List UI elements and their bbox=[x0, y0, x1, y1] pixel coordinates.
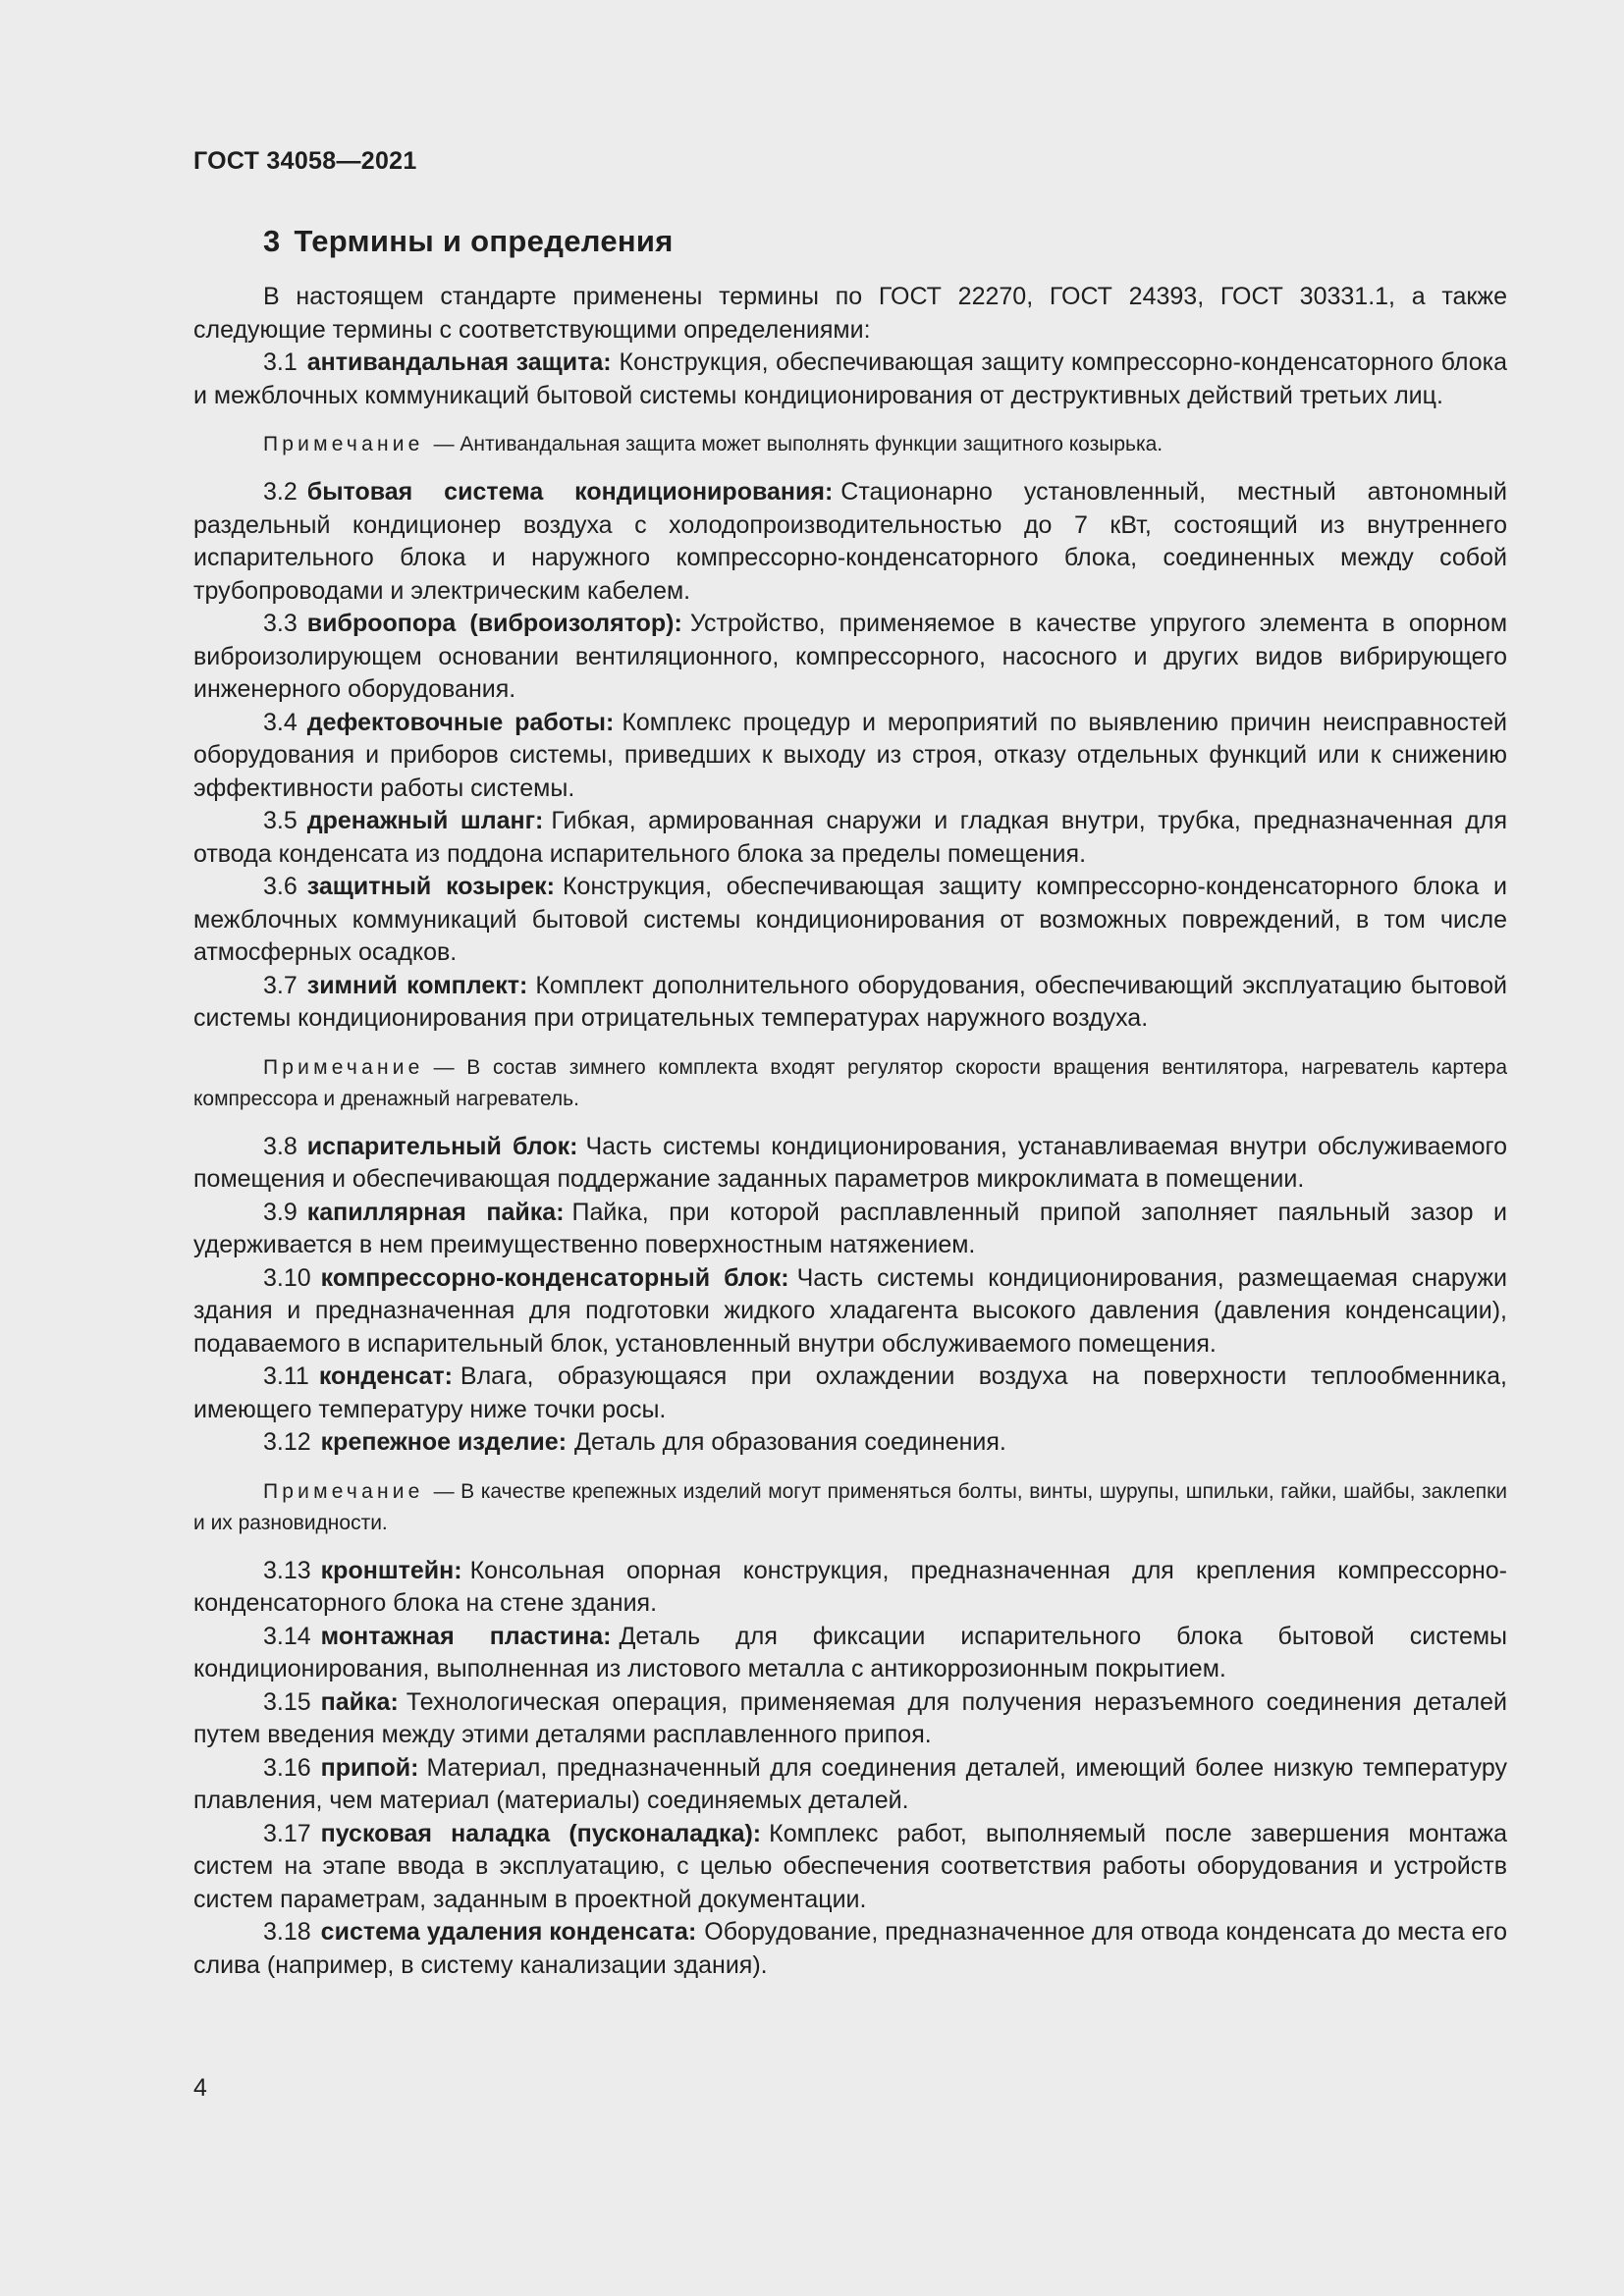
term-definition bbox=[193, 707, 1507, 806]
term-definition bbox=[193, 1916, 1507, 1982]
term-definition bbox=[193, 1752, 1507, 1818]
section-title-text: Термины и определения bbox=[294, 224, 674, 258]
document-header: ГОСТ 34058—2021 bbox=[193, 147, 417, 175]
term-name: бытовая система кондиционирования: bbox=[306, 478, 834, 506]
term-text: Технологическая операция, применяемая для получения неразъемного соединения деталей путем введения между этими деталями расплавленного припоя. bbox=[193, 1687, 1507, 1748]
intro-paragraph: В настоящем стандарте применены термины по ГОСТ 22270, ГОСТ 24393, ГОСТ 30331.1, а также следующие термины с соответствующими определениями: bbox=[193, 283, 1507, 344]
term-number: 3.6 bbox=[263, 873, 298, 900]
term-text: Консольная опорная конструкция, предназначенная для крепления компрессорно-конденсаторного блока на стене здания. bbox=[193, 1556, 1507, 1617]
term-number: 3.9 bbox=[263, 1198, 298, 1226]
term-name: кронштейн: bbox=[320, 1556, 462, 1584]
term-definition bbox=[193, 1262, 1507, 1362]
term-list bbox=[193, 347, 1507, 1982]
term-name: монтажная пластина: bbox=[320, 1622, 612, 1650]
term-text: Оборудование, предназначенное для отвода конденсата до места его слива (например, в систему канализации здания). bbox=[193, 1918, 1507, 1979]
term-number: 3.3 bbox=[263, 610, 298, 637]
term-definition bbox=[193, 1131, 1507, 1197]
page-content bbox=[193, 224, 1507, 1982]
section-title bbox=[263, 224, 1507, 259]
term-text: Устройство, применяемое в качестве упругого элемента в опорном виброизолирующем основании вентиляционного, компрессорного, насосного и других видов вибрирующего инженерного оборудования. bbox=[193, 610, 1508, 703]
term-definition bbox=[193, 476, 1507, 608]
term-definition bbox=[193, 347, 1507, 412]
term-number: 3.1 bbox=[263, 348, 298, 376]
term-number: 3.16 bbox=[263, 1753, 311, 1782]
term-number: 3.4 bbox=[263, 708, 298, 736]
term-text: Деталь для образования соединения. bbox=[574, 1428, 1006, 1456]
term-number: 3.13 bbox=[263, 1556, 311, 1584]
term-number: 3.8 bbox=[263, 1132, 298, 1160]
page-number: 4 bbox=[193, 2074, 207, 2102]
term-name: пусковая наладка (пусконаладка): bbox=[320, 1819, 762, 1847]
note bbox=[193, 1052, 1507, 1115]
term-number: 3.10 bbox=[263, 1263, 311, 1292]
term-text: Стационарно установленный, местный автономный раздельный кондиционер воздуха с холодопроизводительностью до 7 кВт, состоящий из внутреннего испарительного блока и наружного компрессорно-конденсаторного блока, соединенных между собой трубопроводами и электрическим кабелем. bbox=[193, 478, 1507, 605]
note-text: — Антивандальная защита может выполнять функции защитного козырька. bbox=[433, 433, 1164, 455]
term-text: Комплект дополнительного оборудования, обеспечивающий эксплуатацию бытовой системы кондиционирования при отрицательных температурах наружного воздуха. bbox=[193, 971, 1508, 1032]
term-name: дефектовочные работы: bbox=[306, 708, 615, 736]
term-definition bbox=[193, 1197, 1507, 1262]
note-label: Примечание bbox=[263, 1479, 424, 1503]
section-number: 3 bbox=[263, 224, 281, 258]
term-text: Материал, предназначенный для соединения деталей, имеющий более низкую температуру плавления, чем материал (материалы) соединяемых деталей. bbox=[193, 1753, 1507, 1814]
term-number: 3.2 bbox=[263, 478, 298, 506]
term-definition bbox=[193, 1818, 1507, 1917]
term-name: защитный козырек: bbox=[306, 873, 555, 900]
term-definition bbox=[193, 871, 1507, 970]
term-number: 3.12 bbox=[263, 1428, 311, 1456]
note-label: Примечание bbox=[263, 1055, 424, 1079]
note-label: Примечание bbox=[263, 433, 424, 455]
term-definition bbox=[193, 1686, 1507, 1752]
term-name: компрессорно-конденсаторный блок: bbox=[320, 1263, 789, 1292]
term-number: 3.5 bbox=[263, 807, 298, 834]
term-name: припой: bbox=[320, 1753, 419, 1782]
term-name: капиллярная пайка: bbox=[306, 1198, 565, 1226]
term-name: виброопора (виброизолятор): bbox=[306, 610, 682, 637]
term-definition bbox=[193, 970, 1507, 1036]
term-name: испарительный блок: bbox=[306, 1132, 578, 1160]
term-definition bbox=[193, 1621, 1507, 1686]
term-text: Часть системы кондиционирования, устанавливаемая внутри обслуживаемого помещения и обеспечивающая поддержание заданных параметров микроклимата в помещении. bbox=[193, 1132, 1507, 1193]
note-text: — В состав зимнего комплекта входят регулятор скорости вращения вентилятора, нагреватель картера компрессора и дренажный нагреватель. bbox=[193, 1055, 1507, 1110]
term-number: 3.7 bbox=[263, 971, 298, 999]
term-definition bbox=[193, 1361, 1507, 1426]
term-name: крепежное изделие: bbox=[320, 1428, 568, 1456]
term-number: 3.18 bbox=[263, 1918, 311, 1946]
term-name: система удаления конденсата: bbox=[320, 1918, 697, 1946]
term-definition bbox=[193, 1426, 1507, 1460]
term-definition bbox=[193, 1555, 1507, 1621]
term-text: Часть системы кондиционирования, размещаемая снаружи здания и предназначенная для подготовки жидкого хладагента высокого давления (давления конденсации), подаваемого в испарительный блок, установленный внутри обслуживаемого помещения. bbox=[193, 1263, 1507, 1358]
term-text: Конструкция, обеспечивающая защиту компрессорно-конденсаторного блока и межблочных коммуникаций бытовой системы кондиционирования от деструктивных действий третьих лиц. bbox=[193, 348, 1507, 409]
term-definition bbox=[193, 608, 1507, 707]
term-name: зимний комплект: bbox=[306, 971, 528, 999]
term-number: 3.17 bbox=[263, 1819, 311, 1847]
note bbox=[193, 429, 1507, 460]
note-text: — В качестве крепежных изделий могут применяться болты, винты, шурупы, шпильки, гайки, шайбы, заклепки и их разновидности. bbox=[193, 1479, 1507, 1534]
term-name: конденсат: bbox=[318, 1362, 453, 1390]
term-name: пайка: bbox=[320, 1687, 399, 1716]
term-name: антивандальная защита: bbox=[306, 348, 612, 376]
term-number: 3.11 bbox=[263, 1362, 309, 1390]
term-number: 3.14 bbox=[263, 1622, 311, 1650]
term-text: Влага, образующаяся при охлаждении воздуха на поверхности теплообменника, имеющего температуру ниже точки росы. bbox=[193, 1362, 1507, 1423]
term-text: Конструкция, обеспечивающая защиту компрессорно-конденсаторного блока и межблочных коммуникаций бытовой системы кондиционирования от возможных повреждений, в том числе атмосферных осадков. bbox=[193, 873, 1507, 966]
term-number: 3.15 bbox=[263, 1687, 311, 1716]
note bbox=[193, 1476, 1507, 1539]
term-text: Комплекс работ, выполняемый после завершения монтажа систем на этапе ввода в эксплуатацию, с целью обеспечения соответствия работы оборудования и устройств систем параметрам, заданным в проектной документации. bbox=[193, 1819, 1507, 1913]
term-text: Деталь для фиксации испарительного блока бытовой системы кондиционирования, выполненная из листового металла с антикоррозионным покрытием. bbox=[193, 1622, 1507, 1682]
term-text: Комплекс процедур и мероприятий по выявлению причин неисправностей оборудования и приборов системы, приведших к выходу из строя, отказу отдельных функций или к снижению эффективности работы системы. bbox=[193, 708, 1507, 802]
term-name: дренажный шланг: bbox=[306, 807, 544, 834]
term-text: Пайка, при которой расплавленный припой заполняет паяльный зазор и удерживается в нем преимущественно поверхностным натяжением. bbox=[193, 1198, 1507, 1258]
term-definition bbox=[193, 805, 1507, 871]
term-text: Гибкая, армированная снаружи и гладкая внутри, трубка, предназначенная для отвода конденсата из поддона испарительного блока за пределы помещения. bbox=[193, 807, 1508, 868]
